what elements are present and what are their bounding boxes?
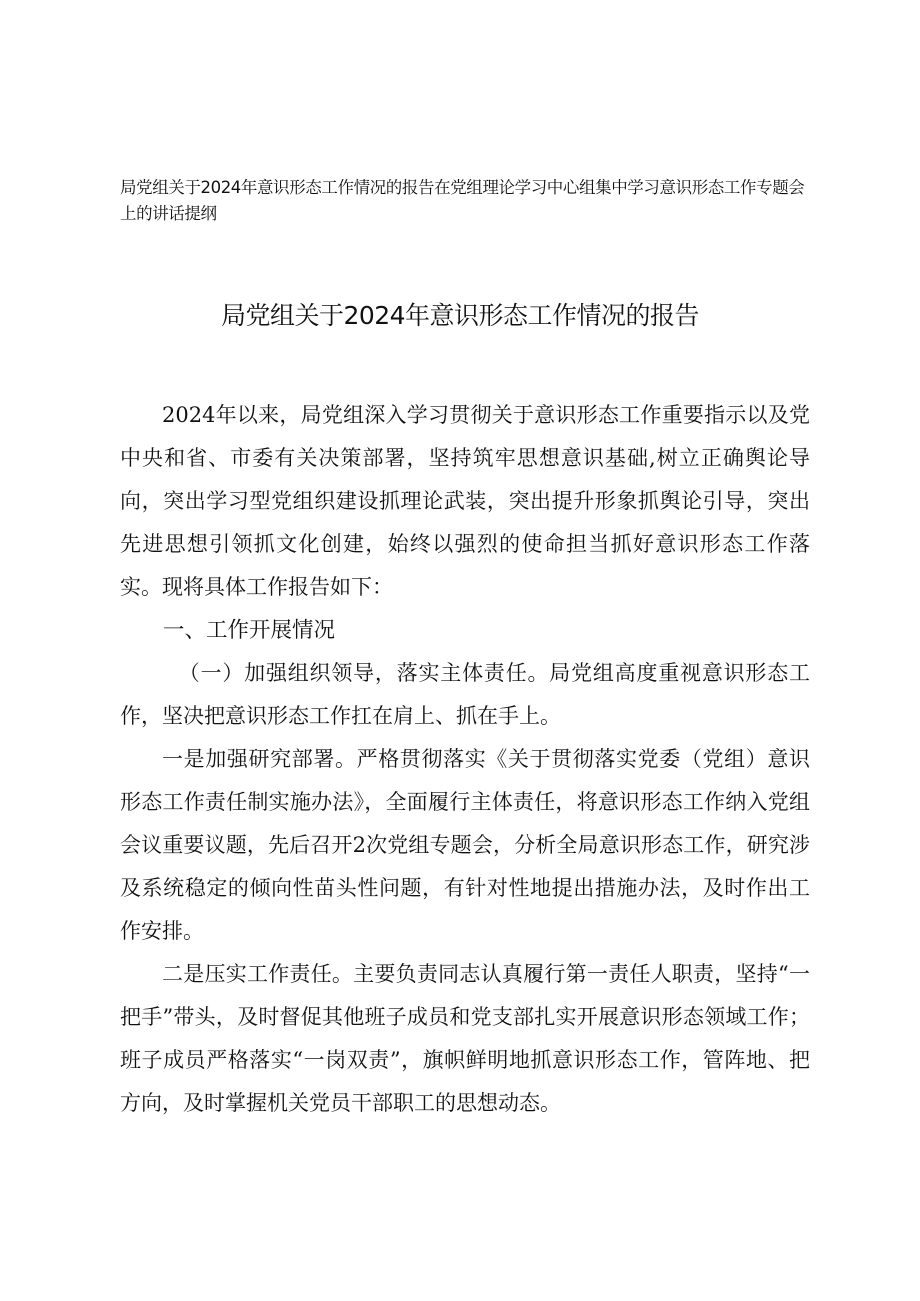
report-body <box>120 394 810 1125</box>
report-title: 局党组关于2024年意识形态工作情况的报告 <box>220 301 700 330</box>
document-header-title: 局党组关于2024年意识形态工作情况的报告在党组理论学习中心组集中学习意识形态工作专题会上的讲话提纲 <box>120 178 805 223</box>
paragraph-research-deployment: 一是加强研究部署。严格贯彻落实《关于贯彻落实党委（党组）意识形态工作责任制实施办法》，全面履行主体责任，将意识形态工作纳入党组会议重要议题，先后召开2次党组专题会，分析全局意识形态工作，研究涉及系统稳定的倾向性苗头性问题，有针对性地提出措施办法，及时作出工作安排。 <box>120 747 810 943</box>
intro-paragraph: 2024年以来，局党组深入学习贯彻关于意识形态工作重要指示以及党中央和省、市委有关决策部署，坚持筑牢思想意识基础,树立正确舆论导向，突出学习型党组织建设抓理论武装，突出提升形象抓舆论引导，突出先进思想引领抓文化创建，始终以强烈的使命担当抓好意识形态工作落实。现将具体工作报告如下： <box>120 403 810 599</box>
subsection-paragraph-organization-leadership: （一）加强组织领导，落实主体责任。局党组高度重视意识形态工作，坚决把意识形态工作扛在肩上、抓在手上。 <box>120 661 810 728</box>
section-heading-work-progress: 一、工作开展情况 <box>163 618 336 643</box>
paragraph-work-responsibility: 二是压实工作责任。主要负责同志认真履行第一责任人职责，坚持“一把手”带头，及时督促其他班子成员和党支部扎实开展意识形态领域工作；班子成员严格落实“一岗双责”，旗帜鲜明地抓意识形态工作，管阵地、把方向，及时掌握机关党员干部职工的思想动态。 <box>120 962 810 1115</box>
